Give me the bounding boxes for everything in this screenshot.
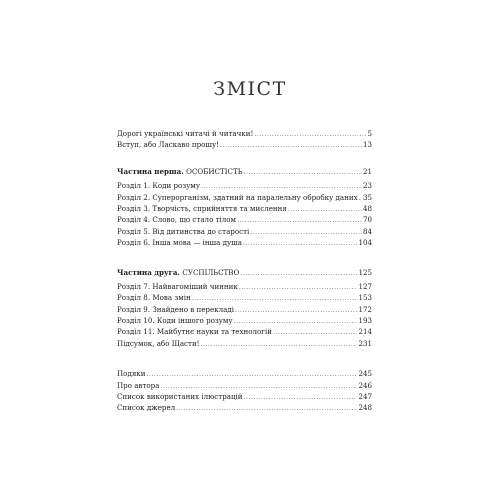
toc-entry-page: 153	[358, 293, 372, 303]
toc-entry-page: 104	[358, 238, 372, 248]
toc-entry-title: Дорогі українські читачі й читачки!	[117, 129, 254, 138]
toc-entry-page: 127	[358, 281, 372, 291]
toc-entry-page: 247	[358, 392, 372, 402]
toc-leader-dots	[254, 129, 366, 140]
toc-entry-title: Вступ, або Ласкаво прошу!	[117, 140, 220, 150]
toc-entry-page: 193	[358, 316, 372, 326]
toc-entry	[117, 180, 372, 191]
toc-entry	[117, 214, 372, 225]
toc-entry	[117, 368, 372, 379]
toc-entry	[117, 281, 372, 292]
toc-entry-title: Розділ 7. Найвагоміший чинник	[117, 281, 238, 291]
toc-entry-page: 84	[362, 226, 372, 236]
toc-part-name: ОСОБИСТІСТЬ	[186, 166, 243, 176]
toc-entry-title: Список джерел	[117, 403, 176, 413]
toc-leader-dots	[146, 369, 357, 380]
toc-entry	[117, 292, 372, 303]
toc-leader-dots	[201, 339, 358, 350]
toc-entry-title: Розділ 11. Майбутнє науки та технологій	[117, 327, 272, 337]
toc-entry	[117, 237, 372, 248]
toc-part-heading	[117, 267, 372, 278]
toc-part-title	[117, 267, 239, 278]
toc-leader-dots	[288, 204, 362, 215]
toc-entry-page: 48	[362, 203, 372, 213]
toc-entry-page: 246	[358, 380, 372, 390]
toc-part2-group	[117, 267, 372, 350]
toc-part-heading	[117, 166, 372, 177]
toc-entry	[117, 402, 372, 413]
toc-entry	[117, 326, 372, 337]
toc-leader-dots	[235, 305, 357, 316]
toc-entry-title: Розділ 2. Суперорганізм, здатний на паралельну обробку даних	[117, 192, 358, 202]
toc-part-name: СУСПІЛЬСТВО	[182, 267, 240, 277]
page-title: ЗМІСТ	[213, 78, 287, 100]
toc-entry-title: Про автора	[117, 380, 160, 390]
toc-leader-dots	[244, 167, 362, 178]
toc-entry-page: 35	[362, 192, 372, 202]
toc-appendix-group	[117, 368, 372, 414]
toc-entry-title: Розділ 5. Від дитинства до старості	[117, 226, 250, 236]
toc-entry-page: 245	[358, 369, 372, 379]
toc-entry-page: 21	[362, 166, 372, 176]
toc-leader-dots	[239, 282, 358, 293]
toc-part-title	[117, 166, 243, 177]
toc-entry-title: Розділ 9. Знайдено в перекладі	[117, 304, 234, 314]
toc-entry	[117, 380, 372, 391]
toc-leader-dots	[244, 392, 358, 403]
toc-entry-title: Розділ 4. Слово, що стало тілом	[117, 215, 237, 225]
toc-intro-group	[117, 128, 372, 151]
toc-entry	[117, 128, 372, 139]
toc-leader-dots	[273, 327, 357, 338]
toc-entry-page: 214	[358, 327, 372, 337]
table-of-contents	[117, 128, 372, 414]
toc-entry-title: Подяки	[117, 369, 146, 379]
toc-entry-title: Розділ 8. Мова змін	[117, 293, 191, 303]
toc-entry	[117, 391, 372, 402]
toc-leader-dots	[237, 215, 362, 226]
toc-leader-dots	[250, 227, 362, 238]
toc-entry	[117, 226, 372, 237]
toc-leader-dots	[243, 238, 357, 249]
toc-leader-dots	[220, 140, 362, 151]
toc-entry-page: 172	[358, 304, 372, 314]
toc-entry-title: Розділ 10. Коди іншого розуму	[117, 316, 233, 326]
toc-leader-dots	[176, 403, 357, 414]
toc-entry-page: 13	[362, 140, 372, 150]
toc-leader-dots	[359, 193, 362, 204]
toc-entry-page: 231	[358, 338, 372, 348]
toc-entry-title: Підсумок, або Щасти!	[117, 338, 200, 348]
toc-entry-title: Розділ 1. Коди розуму	[117, 181, 200, 191]
toc-leader-dots	[240, 268, 357, 279]
toc-part1-group	[117, 166, 372, 249]
toc-entry-page: 248	[358, 403, 372, 413]
toc-entry-page: 70	[362, 215, 372, 225]
toc-entry-title: Розділ 6. Інша мова — інша душа	[117, 238, 242, 248]
toc-part-prefix: Частина друга.	[117, 267, 183, 277]
toc-entry	[117, 338, 372, 349]
toc-entry	[117, 192, 372, 203]
toc-entry	[117, 139, 372, 150]
toc-entry-page: 5	[367, 129, 372, 138]
toc-entry-title: Розділ 3. Творчість, сприйняття та мислення	[117, 203, 287, 213]
toc-entry-title: Список використаних ілюстрацій	[117, 392, 243, 402]
toc-entry	[117, 315, 372, 326]
toc-part-prefix: Частина перша.	[117, 166, 187, 176]
toc-entry-page: 125	[358, 267, 372, 277]
toc-entry	[117, 203, 372, 214]
toc-entry	[117, 304, 372, 315]
toc-entry-page: 23	[362, 181, 372, 191]
